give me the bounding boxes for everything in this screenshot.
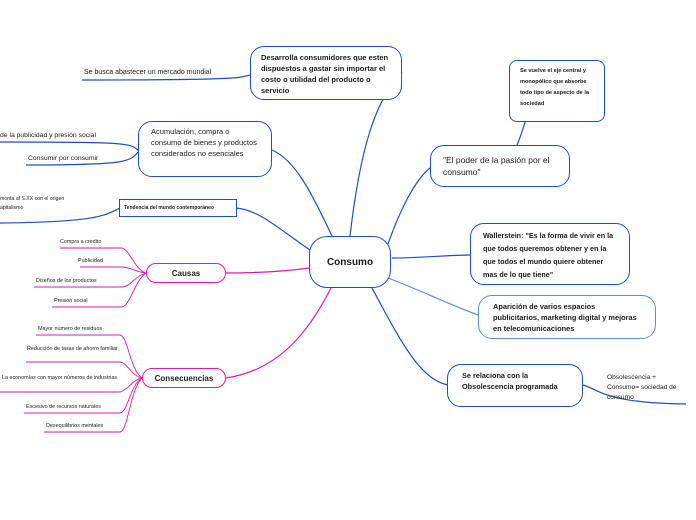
topic-pasion[interactable]: [430, 145, 570, 187]
causa-item-label: Presión social: [54, 298, 88, 304]
causa-item[interactable]: [78, 257, 103, 266]
consecuencia-item[interactable]: [38, 325, 102, 334]
line-wallerstein: [392, 255, 470, 258]
central-topic[interactable]: [309, 236, 391, 288]
causa-item[interactable]: [54, 297, 88, 306]
subtopic-consumir[interactable]: [28, 154, 98, 163]
topic-acumulacion[interactable]: [138, 121, 272, 177]
consecuencia-item[interactable]: [2, 374, 120, 383]
topic-consecuencias-label: Consecuencias: [154, 373, 214, 383]
topic-wallerstein[interactable]: [470, 223, 630, 285]
line-pasion: [388, 168, 430, 244]
consecuencia-item-label: Excesivo de recursos naturales: [26, 404, 101, 410]
line-tendencia: [236, 208, 310, 250]
line-consecuencias: [226, 286, 332, 378]
subtopic-siglo-label: monta al S.XX con el origen apitalismo: [0, 196, 65, 211]
topic-tendencia-label: Tendencia del mundo contemporáneo: [124, 205, 214, 211]
consecuencia-item-label: Reducción de tasas de ahorro familiar: [27, 346, 118, 352]
subtopic-consumir-label: Consumir por consumir: [28, 155, 99, 162]
causa-item[interactable]: [60, 238, 101, 247]
topic-aparicion[interactable]: [478, 295, 656, 339]
line-aparicion: [388, 278, 478, 315]
causa-item-label: Publicidad: [78, 258, 103, 264]
subtopic-mercado[interactable]: [84, 68, 211, 77]
line-causas: [226, 268, 310, 273]
subtopic-publicidad-presion-label: de la publicidad y presión social: [0, 132, 96, 139]
topic-obsolescencia[interactable]: [447, 364, 583, 407]
consecuencia-item-label: La economías con mayor números de industrias: [2, 375, 118, 381]
consecuencia-item-label: Mayor numero de residuos: [38, 326, 103, 332]
subtopic-publicidad-presion[interactable]: [0, 131, 96, 140]
subtopic-obs-formula-label: Obsolescencia + Consumo= sociedad de consumo: [607, 374, 677, 401]
topic-aparicion-label: Aparición de varios espacios publicitarios, marketing digital y mejoras en telecomunicaciones: [493, 302, 637, 333]
topic-tendencia[interactable]: [119, 199, 237, 217]
topic-desarrolla[interactable]: [250, 46, 402, 100]
causa-item-label: Diseños de los productos: [36, 278, 97, 284]
line-acumulacion: [272, 150, 332, 236]
topic-obsolescencia-label: Se relaciona con la Obsolescencia programada: [462, 371, 558, 391]
consecuencia-item[interactable]: [46, 422, 103, 431]
subtopic-siglo[interactable]: [0, 195, 88, 213]
subtopic-obs-formula[interactable]: [607, 373, 687, 403]
topic-desarrolla-label: Desarrolla consumidores que esten dispuestos a gastar sin importar el costo o utilidad del producto o servicio: [261, 53, 389, 95]
consecuencia-item-label: Desequilibrios mentales: [46, 423, 104, 429]
consecuencia-item[interactable]: [26, 403, 101, 412]
topic-wallerstein-label: Wallerstein: "Es la forma de vivir en la que todos queremos obtener y en la que todos el mundo quiere obtener mas de lo que tiene": [483, 231, 614, 279]
subtopic-eje[interactable]: [509, 60, 605, 122]
subtopic-mercado-label: Se busca abastecer un mercado mundial: [84, 69, 212, 76]
consecuencia-item[interactable]: [27, 345, 119, 354]
central-topic-label: Consumo: [326, 256, 374, 268]
line-publicidad-presion: [0, 142, 138, 150]
topic-acumulacion-label: Acumulación, compra o consumo de bienes y productos considerados no esenciales: [151, 127, 257, 158]
topic-consecuencias[interactable]: [142, 368, 226, 388]
causa-item[interactable]: [36, 277, 97, 286]
topic-causas[interactable]: [146, 263, 226, 283]
causa-item-label: Compra a credito: [60, 239, 102, 245]
subtopic-eje-label: Se vuelve el eje central y monopólico que absorbe todo tipo de aspecto de la sociedad: [520, 68, 589, 107]
topic-pasion-label: "El poder de la pasión por el consumo": [443, 155, 550, 177]
line-obsolescencia: [372, 288, 448, 385]
topic-causas-label: Causas: [171, 268, 201, 278]
